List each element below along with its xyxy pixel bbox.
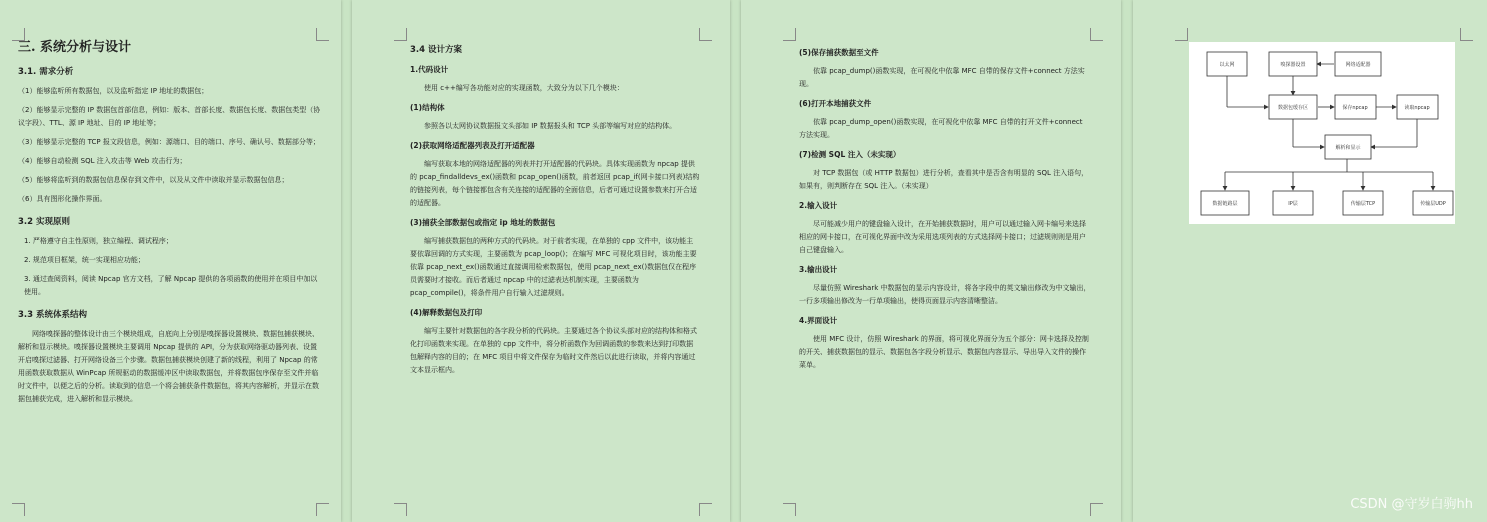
sniffer-setup-label: 嗅探器设置 (1280, 62, 1306, 68)
paragraph: 对 TCP 数据包（或 HTTP 数据包）进行分析，查看其中是否含有明显的 SQL 注入语句，如果有，则判断存在 SQL 注入。（未实现） (799, 169, 1089, 190)
document-page-4 (1133, 0, 1487, 522)
paragraph: 使用 MFC 设计，仿照 Wireshark 的界面，将可视化界面分为五个部分：网卡选择及控制的开关、捕获数据包的显示、数据包各字段分析显示、数据包内容显示、导出导入文件的操作菜单。 (799, 335, 1089, 369)
subsection-heading: (3)捕获全部数据包或指定 ip 地址的数据包 (410, 218, 556, 227)
subsection-heading: 1.代码设计 (410, 65, 449, 74)
corner-mark (699, 503, 712, 516)
section-heading: 3.2 实现原则 (18, 217, 71, 227)
corner-mark (1460, 28, 1473, 41)
subsection-heading: (1)结构体 (410, 103, 445, 112)
paragraph: 依靠 pcap_dump_open()函数实现，在可视化中依靠 MFC 自带的打开文件+connect 方法实现。 (799, 118, 1083, 139)
subsection-heading: 2.输入设计 (799, 201, 838, 210)
requirement-item: （4）能够自动检测 SQL 注入攻击等 Web 攻击行为； (18, 157, 187, 165)
corner-mark (1090, 503, 1103, 516)
udp-layer-label: 传输层UDP (1420, 201, 1446, 207)
subsection-heading: (7)检测 SQL 注入（未实现） (799, 150, 901, 159)
parse-display-label: 解析和显示 (1335, 145, 1361, 151)
paragraph: 参照各以太网协议数据报文头部如 IP 数据报头和 TCP 头部等编写对应的结构体。 (424, 122, 677, 130)
net-adapter-label: 网络适配器 (1345, 62, 1371, 68)
corner-mark (394, 28, 407, 41)
requirement-item: （3）能够显示完整的 TCP 报文段信息，例如：源端口、目的端口、序号、确认号、数据部分等； (18, 138, 320, 146)
requirement-item: （6）具有图形化操作界面。 (18, 195, 107, 203)
dlink-layer-label: 数据链路层 (1212, 201, 1238, 207)
corner-mark (699, 28, 712, 41)
requirement-item: （2）能够显示完整的 IP 数据包首部信息，例如：版本、首部长度、数据包长度、数据包类型（协议字段）、TTL、源 IP 地址、目的 IP 地址等； (18, 106, 321, 127)
corner-mark (394, 503, 407, 516)
section-heading: 3.3 系统体系结构 (18, 310, 88, 320)
save-npcap-label: 保存npcap (1342, 105, 1368, 111)
subsection-heading: 4.界面设计 (799, 316, 838, 325)
buffer-label: 数据包缓存区 (1277, 105, 1309, 111)
ip-layer-label: IP层 (1288, 201, 1298, 207)
subsection-heading: (6)打开本地捕获文件 (799, 99, 872, 108)
corner-mark (12, 503, 25, 516)
principle-item: 1. 严格遵守自主性原则，独立编程、调试程序； (24, 237, 173, 245)
system-architecture-diagram (1189, 42, 1455, 224)
tcp-layer-label: 传输层TCP (1350, 201, 1376, 207)
csdn-watermark: CSDN @守岁白驹hh (1350, 497, 1473, 512)
document-page-2 (352, 0, 730, 522)
subsection-heading: (5)保存捕获数据至文件 (799, 48, 879, 57)
corner-mark (316, 503, 329, 516)
paragraph: 使用 c++编写各功能对应的实现函数，大致分为以下几个模块： (424, 84, 624, 92)
paragraph: 编写获取本地的网络适配器的列表并打开适配器的代码块。具体实现函数为 npcap 提供的 pcap_findalldevs_ex()函数和 pcap_open()函数，前者返回 pcap_if(网卡接口列表)结构的链接列表，每个链接都包含有关连接的适配器的全面信息，后者可通过设置参数来打开合适的适配器。 (410, 160, 700, 207)
subsection-heading: (4)解释数据包及打印 (410, 308, 483, 317)
chapter-title: 三. 系统分析与设计 (18, 40, 132, 55)
principle-item: 3. 通过查阅资料，阅读 Npcap 官方文档，了解 Npcap 提供的各项函数的使用并在项目中加以使用。 (24, 275, 318, 296)
paragraph: 尽可能减少用户的键盘输入设计，在开始捕获数据时，用户可以通过输入网卡编号来选择相应的网卡接口，在可视化界面中改为采用选项列表的方式选择网卡接口；过滤规则则是用户自己键盘输入。 (799, 220, 1086, 254)
corner-mark (1175, 28, 1188, 41)
corner-mark (783, 503, 796, 516)
section-heading: 3.1. 需求分析 (18, 67, 74, 77)
requirement-item: （5）能够将监听到的数据包信息保存到文件中，以及从文件中读取并显示数据包信息； (18, 176, 289, 184)
section-heading: 3.4 设计方案 (410, 45, 463, 55)
corner-mark (783, 28, 796, 41)
document-page-1 (0, 0, 341, 522)
subsection-heading: 3.输出设计 (799, 265, 838, 274)
document-page-3 (741, 0, 1121, 522)
architecture-paragraph: 网络嗅探器的整体设计由三个模块组成，自底向上分别是嗅探器设置模块、数据包捕获模块、解析和显示模块。嗅探器设置模块主要调用 Npcap 提供的 API，分为获取网络驱动器列表、设置开启嗅探过滤器、打开网络设备三个步骤。数据包捕获模块创建了新的线程，利用了 Npcap 的常用函数获取数据从 WinPcap 所规驱动的数据缓冲区中读取数据包，并将数据包序保存至文件并临时文件中，以便之后的分析。读取到的信息一个将会捕获条件数据包，将其内容解析，并显示在数据包捕获完成，进入解析和显示模块。 (18, 330, 319, 403)
paragraph: 依靠 pcap_dump()函数实现，在可视化中依靠 MFC 自带的保存文件+connect 方法实现。 (799, 67, 1085, 88)
paragraph: 尽量仿照 Wireshark 中数据包的显示内容设计，将各字段中的英文输出修改为中文输出，一行多项输出修改为一行单项输出，使得页面显示内容清晰整洁。 (799, 284, 1091, 305)
paragraph: 编写捕获数据包的两种方式的代码块。对于前者实现，在单独的 cpp 文件中，该功能主要依靠回调的方式实现，主要函数为 pcap_loop()；在编写 MFC 可视化项目时，该功能主要依靠 pcap_next_ex()函数通过直接调用检索数据包，使用 pcap_next_ex()数据包仅在程序员需要时才接收。而后者通过 npcap 中的过滤表达机制实现，主要函数为 pcap_compile()，将条件用户自行输入过滤规则。 (410, 237, 697, 297)
requirement-item: （1）能够监听所有数据包，以及监听指定 IP 地址的数据包； (18, 87, 209, 95)
ethernet-label: 以太网 (1219, 62, 1235, 68)
read-npcap-label: 读取npcap (1404, 105, 1430, 111)
principle-item: 2. 规范项目框架，统一实现相应功能； (24, 256, 145, 264)
paragraph: 编写主要针对数据包的各字段分析的代码块。主要通过各个协议头部对应的结构体和格式化打印函数来实现。在单独的 cpp 文件中，将分析函数作为回调函数的参数来达到打印数据包解释内容的目的；在 MFC 项目中将文件保存为临时文件然后以此进行读取，并将内容通过文本显示框内。 (410, 327, 697, 374)
subsection-heading: (2)获取网络适配器列表及打开适配器 (410, 141, 535, 150)
corner-mark (1090, 28, 1103, 41)
